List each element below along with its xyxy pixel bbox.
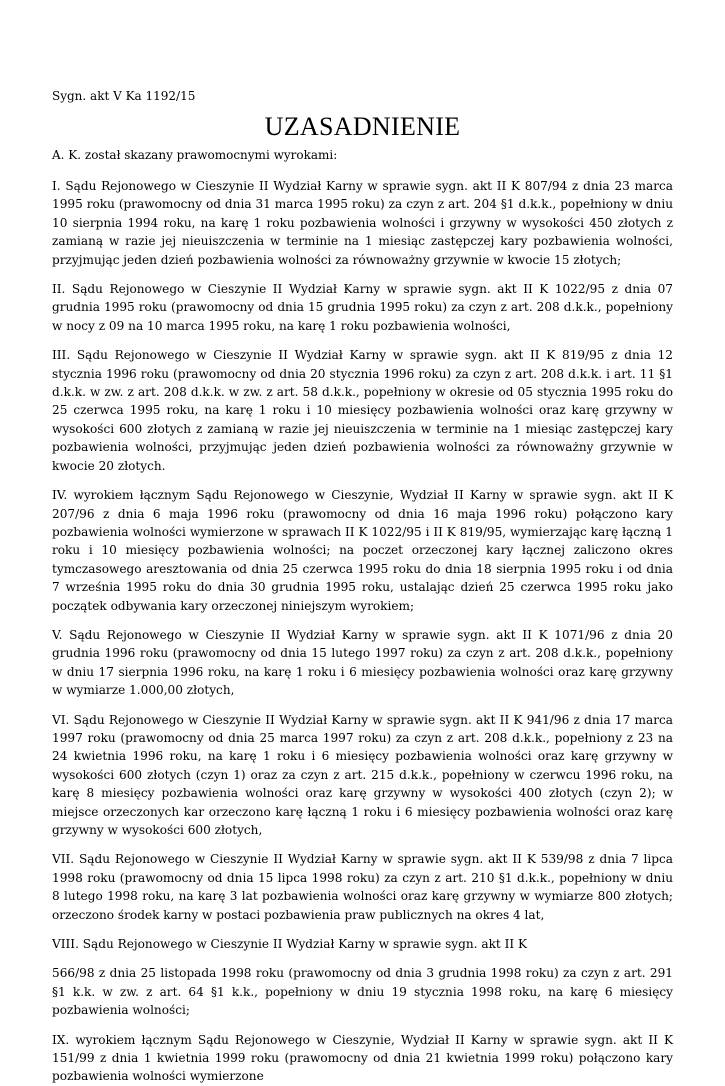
paragraph-iv: IV. wyrokiem łącznym Sądu Rejonowego w Cieszynie, Wydział II Karny w sprawie sygn. akt II K 207/96 z dnia 6 maja 1996 roku (prawomocny od dnia 16 maja 1996 roku) połączono kary pozbawienia wolności wymierzone w sprawach II K 1022/95 i II K 819/95, wymierzając karę łączną 1 roku i 10 miesięcy pozbawienia wolności; na poczet orzeczonej kary łącznej zaliczono okres tymczasowego aresztowania od dnia 25 czerwca 1995 roku do dnia 18 sierpnia 1995 roku i od dnia 7 września 1995 roku do dnia 30 grudnia 1995 roku, ustalając dzień 25 czerwca 1995 roku jako początek odbywania kary orzeczonej niniejszym wyrokiem;: [52, 488, 673, 613]
case-signature: Sygn. akt V Ka 1192/15: [52, 89, 196, 103]
paragraph-viii: VIII. Sądu Rejonowego w Cieszynie II Wydział Karny w sprawie sygn. akt II K: [52, 937, 528, 952]
paragraph-v: V. Sądu Rejonowego w Cieszynie II Wydział Karny w sprawie sygn. akt II K 1071/96 z dnia 20 grudnia 1996 roku (prawomocny od dnia 15 lutego 1997 roku) za czyn z art. 208 d.k.k., popełniony w dniu 17 sierpnia 1996 roku, na karę 1 roku i 6 miesięcy pozbawienia wolności oraz karę grzywny w wymiarze 1.000,00 złotych,: [52, 627, 673, 698]
document-title: UZASADNIENIE: [264, 112, 461, 141]
paragraph-ii: II. Sądu Rejonowego w Cieszynie II Wydział Karny w sprawie sygn. akt II K 1022/95 z dnia 07 grudnia 1995 roku (prawomocny od dnia 15 grudnia 1995 roku) za czyn z art. 208 d.k.k., popełniony w nocy z 09 na 10 marca 1995 roku, na karę 1 roku pozbawienia wolności,: [52, 282, 673, 333]
paragraph-iii: III. Sądu Rejonowego w Cieszynie II Wydział Karny w sprawie sygn. akt II K 819/95 z dnia 12 stycznia 1996 roku (prawomocny od dnia 20 stycznia 1996 roku) za czyn z art. 208 d.k.k. i art. 11 §1 d.k.k. w zw. z art. 208 d.k.k. w zw. z art. 58 d.k.k., popełniony w okresie od 05 stycznia 1995 roku do 25 czerwca 1995 roku, na karę 1 roku i 10 miesięcy pozbawienia wolności oraz karę grzywny w wysokości 600 złotych z zamianą w razie jej nieuiszczenia w terminie na 1 miesiąc zastępczej kary pozbawienia wolności, przyjmując jeden dzień pozbawienia wolności za równoważny grzywnie w kwocie 20 złotych.: [52, 348, 673, 473]
paragraph-ix: IX. wyrokiem łącznym Sądu Rejonowego w Cieszynie, Wydział II Karny w sprawie sygn. akt II K 151/99 z dnia 1 kwietnia 1999 roku (prawomocny od dnia 21 kwietnia 1999 roku) połączono kary pozbawienia wolności wymierzone: [52, 1032, 673, 1084]
intro-paragraph: A. K. został skazany prawomocnymi wyrokami:: [52, 148, 338, 162]
paragraph-vi: VI. Sądu Rejonowego w Cieszynie II Wydział Karny w sprawie sygn. akt II K 941/96 z dnia 17 marca 1997 roku (prawomocny od dnia 25 marca 1997 roku) za czyn z art. 208 d.k.k., popełniony z 23 na 24 kwietnia 1996 roku, na karę 1 roku i 6 miesięcy pozbawienia wolności oraz karę grzywny w wysokości 600 złotych (czyn 1) oraz za czyn z art. 215 d.k.k., popełniony w czerwcu 1996 roku, na karę 8 miesięcy pozbawienia wolności oraz karę grzywny w wysokości 400 złotych (czyn 2); w miejsce orzeczonych kar orzeczono karę łączną 1 roku i 6 miesięcy pozbawienia wolności oraz karę grzywny w wysokości 600 złotych,: [52, 712, 673, 837]
paragraph-vii: VII. Sądu Rejonowego w Cieszynie II Wydział Karny w sprawie sygn. akt II K 539/98 z dnia 7 lipca 1998 roku (prawomocny od dnia 15 lipca 1998 roku) za czyn z art. 210 §1 d.k.k., popełniony w dniu 8 lutego 1998 roku, na karę 3 lat pozbawienia wolności oraz karę grzywny w wymiarze 800 złotych; orzeczono środek karny w postaci pozbawienia praw publicznych na okres 4 lat,: [52, 852, 673, 922]
paragraph-i: I. Sądu Rejonowego w Cieszynie II Wydział Karny w sprawie sygn. akt II K 807/94 z dnia 23 marca 1995 roku (prawomocny od dnia 31 marca 1995 roku) za czyn z art. 204 §1 d.k.k., popełniony w dniu 10 sierpnia 1994 roku, na karę 1 roku pozbawienia wolności i grzywny w wysokości 450 złotych z zamianą w razie jej nieuiszczenia w terminie na 1 miesiąc zastępczej kary pozbawienia wolności, przyjmując jeden dzień pozbawienia wolności za równoważny grzywnie w kwocie 15 złotych;: [52, 179, 673, 267]
paragraph-viii-continued: 566/98 z dnia 25 listopada 1998 roku (prawomocny od dnia 3 grudnia 1998 roku) za czyn z art. 291 §1 k.k. w zw. z art. 64 §1 k.k., popełniony w dniu 19 stycznia 1998 roku, na karę 6 miesięcy pozbawienia wolności;: [52, 966, 673, 1018]
